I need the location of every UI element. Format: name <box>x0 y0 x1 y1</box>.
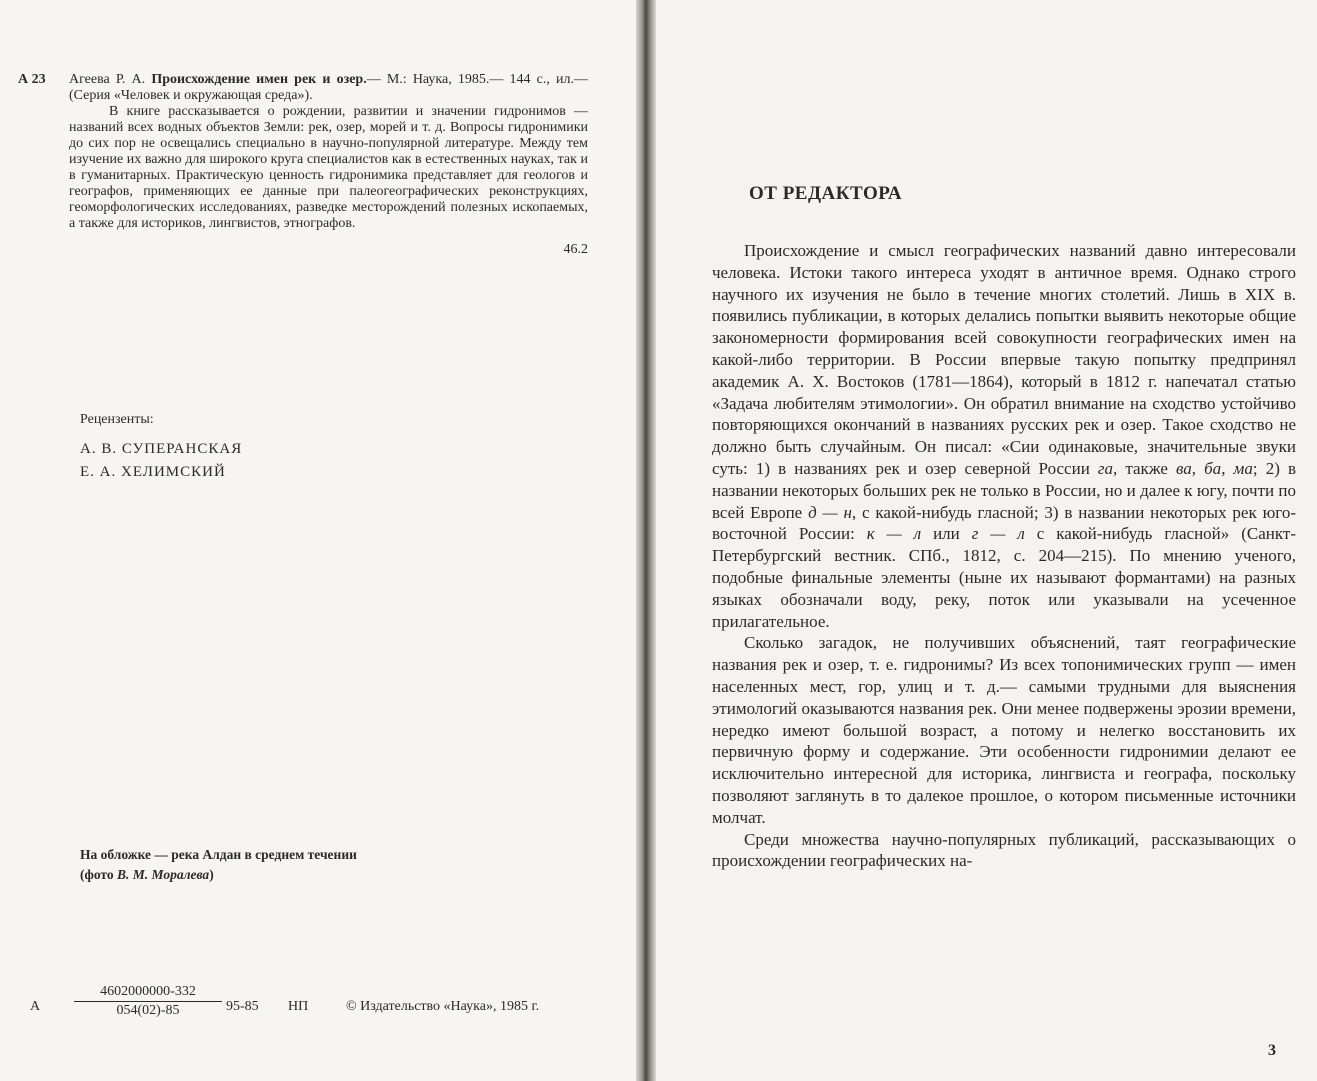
index-number: 46.2 <box>563 242 588 257</box>
paragraph <box>712 240 1296 632</box>
catalog-line <box>30 984 600 1028</box>
credit-prefix: (фото <box>80 867 117 882</box>
paragraph: Сколько загадок, не получивших объяснений, таят географические названия рек и озер, т. е. гидронимы? Из всех топонимических групп — имен населенных мест, гор, улиц и т. д.— самыми трудными для выяснения этимологий оказываются названия рек. Они менее подвержены эрозии времени, нередко имеют большой возраст, а потому и нелегко восстановить их первичную форму и содержание. Эти особенности гидронимии делают ее исключительно интересной для историка, лингвиста и географа, поскольку позволяют заглянуть в то далекое прошлое, о котором письменные источники молчат. <box>712 633 1296 827</box>
text-run: , также <box>1113 458 1176 478</box>
section-title: ОТ РЕДАКТОРА <box>749 183 903 204</box>
left-page <box>0 0 636 1081</box>
text-run: с какой-нибудь гласной» (Санкт-Петербургский вестник. СПб., 1812, с. 204—215). По мнению ученого, подобные финальные элементы (ныне их называют формантами) на разных языках обозначали воду, реку, поток или указывали на усеченное прилагательное. <box>712 524 1296 631</box>
publisher-copyright: © Издательство «Наука», 1985 г. <box>346 999 540 1014</box>
photographer-name: В. М. Моралева <box>117 867 210 882</box>
biblio-imprint: — М.: Наука, 1985.— 144 с., ил.— (Серия «Человек и окружающая среда»). <box>69 72 588 103</box>
cover-photo-credit <box>80 865 357 885</box>
book-abstract: В книге рассказывается о рождении, развитии и значении гидронимов — названий всех водных объектов Земли: рек, озер, морей и т. д. Вопросы гидронимики до сих пор не освещались специально в научно-популярной литературе. Между тем изучение их важно для широкого круга специалистов как в естественных науках, так и в гуманитарных. Практическую ценность гидронимика представляет для геологов и географов, применяющих ее данные при палеогеографических реконструкциях, геоморфологических исследованиях, разведке месторождений полезных ископаемых, а также для историков, лингвистов, этнографов. <box>69 104 588 231</box>
italic-run: ва <box>1176 458 1192 478</box>
catalog-letter: А <box>30 999 41 1014</box>
italic-run: к — л <box>866 524 922 544</box>
biblio-description <box>69 72 588 104</box>
italic-run: га <box>1097 458 1114 478</box>
catalog-denominator: 054(02)-85 <box>116 1003 180 1018</box>
text-run: ; 2) в названии некоторых больших рек не только в России, но и далее к югу, почти по всей Европе <box>712 458 1297 522</box>
italic-run: г — л <box>971 524 1025 544</box>
right-page <box>656 0 1317 1081</box>
cover-note-line: На обложке — река Алдан в среднем течении <box>80 847 357 862</box>
cover-note <box>80 845 357 885</box>
catalog-fraction <box>74 984 222 1019</box>
biblio-author: Агеева Р. А. <box>69 72 146 87</box>
italic-run: ба <box>1204 458 1222 478</box>
text-run: Происхождение и смысл географических названий давно интересовали человека. Истоки такого интереса уходят в античное время. Однако строго научного их изучения не было в течение многих столетий. Лишь в XIX в. появились публикации, в которых делались попытки выявить некоторые общие закономерности формирования всей совокупности географических имен на какой-либо территории. В России впервые такую попытку предпринял академик А. Х. Востоков (1781—1864), который в 1812 г. напечатал статью «Задача любителям этимологии». Он обратил внимание на сходство устойчиво повторяющихся окончаний в названиях русских рек и озер. Такое сходство не должно быть случайным. Он писал: «Сии одинаковые, значительные звуки суть: 1) в названиях рек и озер северной России <box>712 241 1296 478</box>
text-run: , с какой-нибудь гласной; 3) в названии некоторых рек юго-восточной России: <box>712 502 1296 544</box>
catalog-numerator: 4602000000-332 <box>100 984 196 999</box>
page-number: 3 <box>1268 1042 1276 1059</box>
bibliographic-entry <box>18 72 588 258</box>
body-text <box>712 240 1296 872</box>
catalog-np: НП <box>288 999 309 1014</box>
italic-run: ма <box>1233 458 1253 478</box>
text-run: , <box>1221 458 1234 478</box>
paragraph: Среди множества научно-популярных публикаций, рассказывающих о происхождении географических на- <box>712 829 1296 871</box>
text-run: или <box>921 524 972 544</box>
book-gutter <box>636 0 656 1081</box>
catalog-code: А 23 <box>18 72 46 87</box>
credit-suffix: ) <box>209 867 214 882</box>
fraction-bar <box>74 1001 222 1002</box>
reviewer-name: Е. А. ХЕЛИМСКИЙ <box>80 464 226 480</box>
reviewer-name: А. В. СУПЕРАНСКАЯ <box>80 441 243 457</box>
text-run: , <box>1191 458 1205 478</box>
italic-run: д — н <box>808 502 852 522</box>
reviewers-label: Рецензенты: <box>80 412 154 427</box>
catalog-code-number: 95-85 <box>226 999 259 1014</box>
biblio-title: Происхождение имен рек и озер. <box>151 72 367 87</box>
